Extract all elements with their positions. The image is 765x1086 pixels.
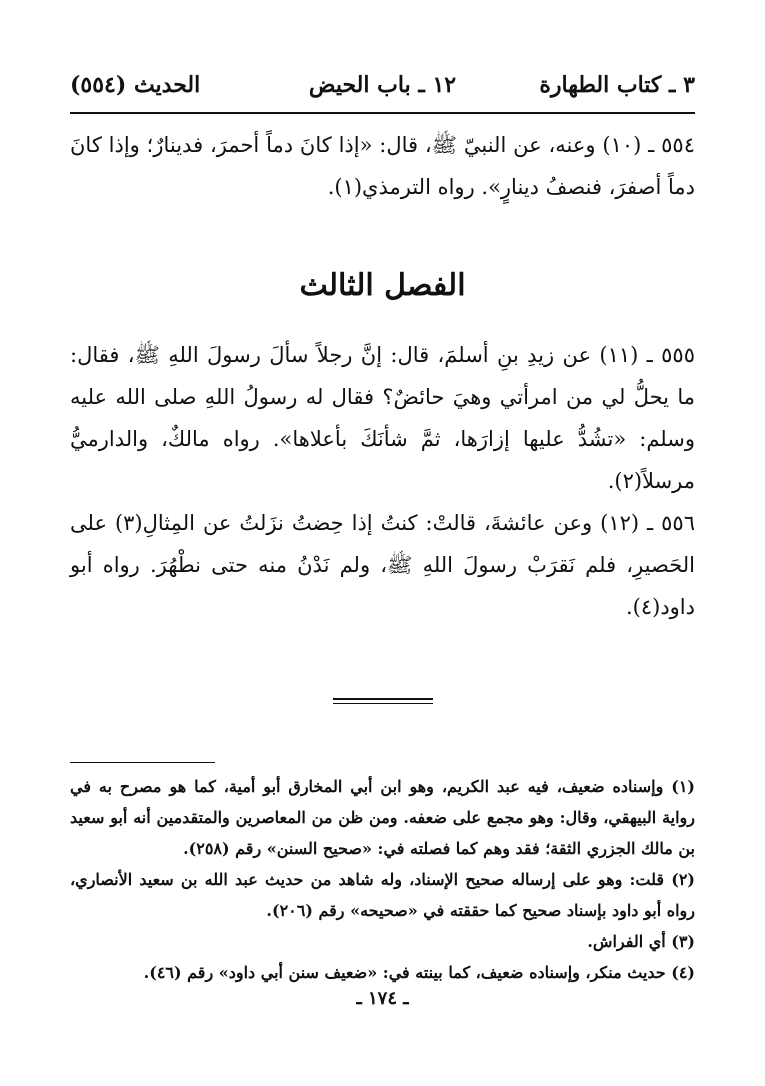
footnote-4: (٤) حديث منكر، وإسناده ضعيف، كما بينته في: «ضعيف سنن أبي داود» رقم (٤٦).	[143, 963, 695, 982]
hadith-556: ٥٥٦ ـ (١٢) وعن عائشةَ، قالتْ: كنتُ إذا حِضتُ نزَلتُ عن المِثالِ(٣) على الحَصيرِ، فلم نَقرَبْ رسولَ اللهِ ﷺ، ولم نَدْنُ منه حتى نطْهُرَ. رواه أبو داود(٤).	[70, 511, 695, 619]
hadith-reference: الحديث (٥٥٤)	[70, 72, 201, 98]
footnotes	[70, 762, 695, 988]
hadith-554: ٥٥٤ ـ (١٠) وعنه، عن النبيّ ﷺ، قال: «إذا كانَ دماً أحمرَ، فدينارٌ؛ وإذا كانَ دماً أصفرَ، فنصفُ دينارٍ». رواه الترمذي(١).	[70, 133, 695, 199]
hadith-555: ٥٥٥ ـ (١١) عن زيدِ بنِ أسلمَ، قال: إنَّ رجلاً سألَ رسولَ اللهِ ﷺ، فقال: ما يحلُّ لي من امرأتي وهيَ حائضٌ؟ فقال له رسولُ اللهِ صلى الله عليه وسلم: «تشُدُّ عليها إزارَها، ثمَّ شأنَكَ بأعلاها». رواه مالكٌ، والدارميُّ مرسلاً(٢).	[70, 343, 695, 493]
book-title: ٣ ـ كتاب الطهارة	[539, 72, 695, 98]
footnote-rule	[70, 762, 215, 763]
footnote-1: (١) وإسناده ضعيف، فيه عبد الكريم، وهو ابن أبي المخارق أبو أمية، كما هو مصرح به في رواية البيهقي، وقال: وهو مجمع على ضعفه. ومن ظن من المعاصرين والمتقدمين أنه أبو سعيد بن مالك الجزري الثقة؛ فقد وهم كما فصلته في: «صحيح السنن» رقم (٢٥٨).	[70, 777, 695, 858]
running-header	[70, 60, 695, 114]
page-number: ـ ١٧٤ ـ	[356, 988, 409, 1009]
section-divider	[333, 698, 433, 704]
section-title: الفصل الثالث	[299, 268, 466, 303]
page-content	[70, 60, 695, 704]
footnote-2: (٢) قلت: وهو على إرساله صحيح الإسناد، وله شاهد من حديث عبد الله بن سعيد الأنصاري، رواه أبو داود بإسناد صحيح كما حققته في «صحيحه» رقم (٢٠٦).	[70, 870, 695, 920]
chapter-title: ١٢ ـ باب الحيض	[308, 72, 457, 98]
footnote-3: (٣) أي الفراش.	[587, 932, 695, 951]
